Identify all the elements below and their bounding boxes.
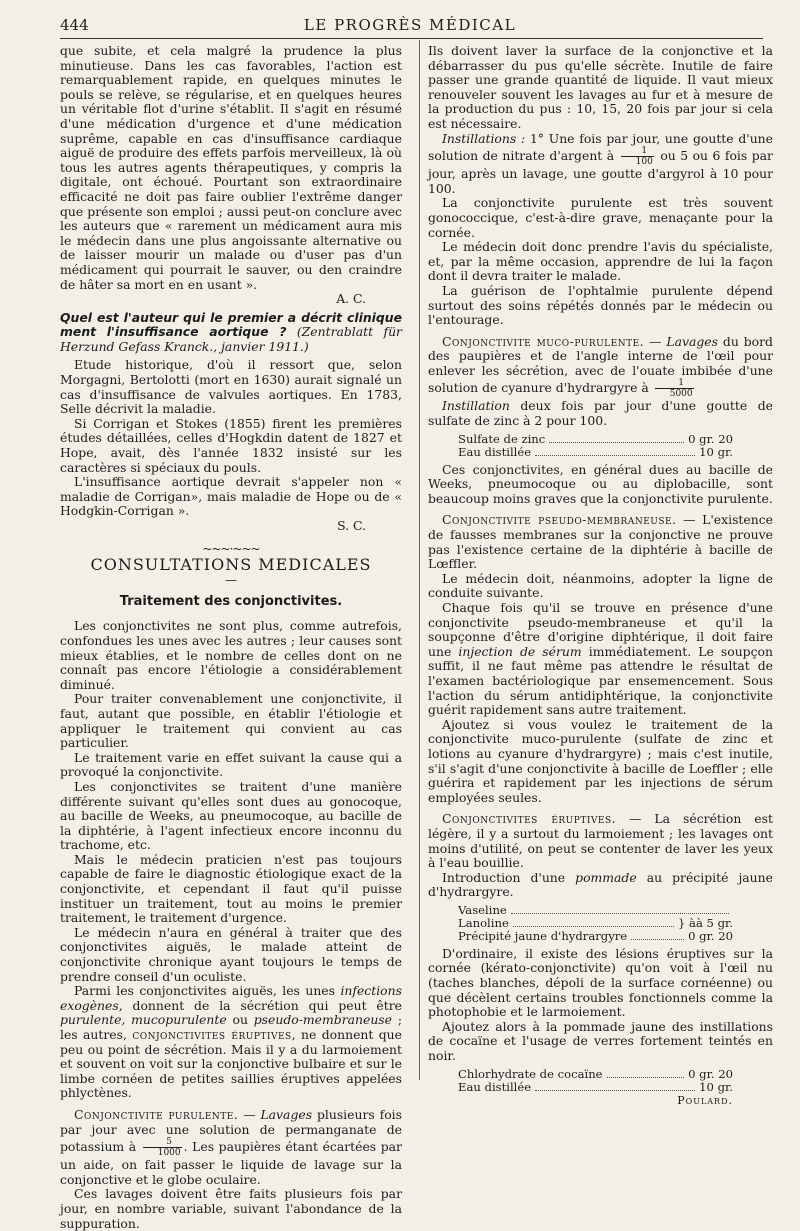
- paragraph: Conjonctivite pseudo-membraneuse. — L'existence de fausses membranes sur la conjonctive ne prouve pas l'existence certaine de la diphtérie à bacille de Lœffler.: [428, 512, 773, 572]
- right-column: [428, 44, 773, 1108]
- prescription-line: Eau distillée 10 gr.: [458, 444, 733, 459]
- prescription-line: Chlorhydrate de cocaïne 0 gr. 20: [458, 1066, 733, 1081]
- signature: A. C.: [336, 291, 366, 307]
- paragraph: D'ordinaire, il existe des lésions éruptives sur la cornée (kérato-conjonctivite) qu'on voit à l'œil nu (taches blanches, dépoli de la surface cornéenne) ou que décèlent certains troubles fonctionnels comme la photophobie et le larmoiement.: [428, 945, 773, 1020]
- paragraph: Conjonctivite muco-purulente. — Lavages du bord des paupières et de l'angle interne de l'œil pour enlever les sécrétion, avec de l'ouate imbibée d'une solution de cyanure d'hydrargyre à $\frac{1}{5000}$: [428, 333, 773, 400]
- paragraph: Les conjonctivites ne sont plus, comme autrefois, confondues les unes avec les autres ; leur causes sont mieux établies, et le nombre de celles dont on ne connaît pas encore l'étiologie a considérablement diminué.: [60, 618, 402, 692]
- paragraph: L'insuffisance aortique devrait s'appeler non « maladie de Corrigan», mais maladie de Hope ou de « Hodgkin-Corrigan ».: [60, 474, 402, 519]
- paragraph: Introduction d'une pommade au précipité jaune d'hydrargyre.: [428, 869, 773, 900]
- prescription-line: Sulfate de zinc 0 gr. 20: [458, 431, 733, 446]
- paragraph: Ajoutez si vous voulez le traitement de la conjonctivite muco-purulente (sulfate de zinc et lotions au cyanure d'hydrargyre) ; mais c'est inutile, s'il s'agit d'une conjonctivite à bacille de Loeffler ; elle guérira et rapidement par les injections de sérum employées seules.: [428, 716, 773, 805]
- title-dash: —: [225, 572, 237, 587]
- paragraph: Ajoutez alors à la pommade jaune des instillations de cocaïne et l'usage de verres fortement teintés en noir.: [428, 1018, 773, 1064]
- column-divider: [419, 40, 420, 1080]
- paragraph: Chaque fois qu'il se trouve en présence d'une conjonctivite pseudo-membraneuse et qu'il la soupçonne d'être d'origine diphtérique, il doit faire une injection de sérum immédiatement. Le soupçon suffit, il ne faut même pas attendre le résultat de l'examen bactériologique par ensemencement. Sous l'action du sérum antidiphtérique, la conjonctivite guérit rapidement sans autre traitement.: [428, 600, 773, 718]
- paragraph: que subite, et cela malgré la prudence la plus minutieuse. Dans les cas favorables, l'action est remarquablement rapide, en quelques minutes le pouls se relève, se régularise, et en quelques heures un véritable flot d'urine s'établit. Il s'agit en résumé d'une médication d'urgence et d'une médication suprême, capable en cas d'insuffisance cardiaque aiguë de produire des effets parfois merveilleux, là où tous les autres agents thérapeutiques, y compris la digitale, ont échoué. Pourtant son extraordinaire efficacité ne doit pas faire oublier l'extrême danger que présente son emploi ; aussi peut-on conclure avec les auteurs que « rarement un médicament aura mis le médecin dans une plus angoissante alternative ou de laisser mourir un malade ou d'user pas d'un médicament qui pourrait le sauver, ou den craindre de hâter sa mort en en usant ».: [60, 43, 402, 292]
- paragraph: La guérison de l'ophtalmie purulente dépend surtout des soins répétés donnés par le médecin ou l'entourage.: [428, 282, 773, 328]
- paragraph: Si Corrigan et Stokes (1855) firent les premières études détaillées, celles d'Hogkdin datent de 1827 et Hope, avait, dès l'année 1832 insisté sur les caractères si spéciaux du pouls.: [60, 415, 402, 475]
- paragraph: Ils doivent laver la surface de la conjonctive et la débarrasser du pus qu'elle sécrète. Inutile de faire passer une grande quantité de liquide. Il vaut mieux renouveler souvent les lavages au fur et à mesure de la production du pus : 10, 15, 20 fois par jour si cela est nécessaire.: [428, 43, 773, 131]
- prescription-2: [428, 904, 773, 943]
- paragraph: Mais le médecin praticien n'est pas toujours capable de faire le diagnostic étiologique exact de la conjonctivite, et cependant il faut qu'il puisse instituer un traitement, tout au moins le premier traitement, le traitement d'urgence.: [60, 851, 402, 926]
- header-rule: [60, 38, 763, 39]
- prescription-1: [428, 433, 773, 459]
- paragraph: Ces lavages doivent être faits plusieurs fois par jour, en nombre variable, suivant l'abondance de la suppuration.: [60, 1186, 402, 1231]
- section-title: CONSULTATIONS MEDICALES: [90, 555, 372, 575]
- query-reference: (Zentrablatt für Herzund Gefass Kranck., janvier 1911.): [60, 324, 402, 354]
- fraction: $\frac{1}{100}$: [621, 146, 654, 167]
- journal-title: LE PROGRÈS MÉDICAL: [303, 16, 517, 34]
- author-signature: Poulard.: [677, 1093, 733, 1107]
- paragraph: Le traitement varie en effet suivant la cause qui a provoqué la conjonctivite.: [60, 749, 402, 780]
- prescription-3: [428, 1068, 773, 1094]
- paragraph: Ces conjonctivites, en général dues au bacille de Weeks, pneumocoque ou au diplobacille, sont beaucoup moins graves que la conjonctivite purulente.: [428, 461, 773, 506]
- paragraph: Le médecin doit, néanmoins, adopter la ligne de conduite suivante.: [428, 570, 773, 601]
- query-title: Quel est l'auteur qui le premier a décrit clinique ment l'insuffisance aortique ?: [60, 309, 402, 340]
- running-header: [60, 14, 760, 38]
- ornament-divider: ~~~·~~~: [202, 541, 260, 556]
- paragraph: Instillations : 1° Une fois par jour, une goutte d'une solution de nitrate d'argent à $\frac{1}{100}$ ou 5 ou 6 fois par jour, après un lavage, une goutte d'argyrol à 10 pour 100.: [428, 130, 773, 196]
- paragraph: Etude historique, d'où il ressort que, selon Morgagni, Bertolotti (mort en 1630) aurait signalé un cas d'insuffisance de valvules aortiques. En 1783, Selle décrivit la maladie.: [60, 357, 402, 417]
- paragraph: La conjonctivite purulente est très souvent gonococcique, c'est-à-dire grave, menaçante pour la cornée.: [428, 195, 773, 240]
- paragraph: Pour traiter convenablement une conjonctivite, il faut, autant que possible, en établir l'étiologie et appliquer le traitement qui convient au cas particulier.: [60, 691, 402, 751]
- paragraph: Le médecin doit donc prendre l'avis du spécialiste, et, par la même occasion, apprendre de lui la façon dont il devra traiter le malade.: [428, 239, 773, 284]
- paragraph: Le médecin n'aura en général à traiter que des conjonctivites aiguës, le malade atteint de conjonctivite chronique ayant toujours le temps de prendre conseil d'un oculiste.: [60, 924, 402, 984]
- prescription-line: Précipité jaune d'hydrargyre 0 gr. 20: [458, 928, 733, 943]
- prescription-line: Eau distillée 10 gr.: [458, 1079, 733, 1094]
- left-column: [60, 44, 402, 1231]
- paragraph: Les conjonctivites se traitent d'une manière différente suivant qu'elles sont dues au gonocoque, au bacille de Weeks, au pneumocoque, au bacille de la diphtérie, à l'agent infectieux encore inconnu du trachome, etc.: [60, 778, 402, 853]
- paragraph: Conjonctivite purulente. — Lavages plusieurs fois par jour avec une solution de permanganate de potassium à $\frac{5}{1000}$ . Les paupières étant écartées par un aide, on fait passer le liquide de lavage sur la conjonctive et le globe oculaire.: [60, 1106, 402, 1187]
- prescription-line: Vaseline: [428, 904, 773, 917]
- fraction: $\frac{1}{5000}$: [655, 378, 694, 399]
- paragraph: Instillation deux fois par jour d'une goutte de sulfate de zinc à 2 pour 100.: [428, 398, 773, 429]
- signature: S. C.: [337, 518, 366, 533]
- query-paragraph: [60, 311, 402, 355]
- paragraph: Conjonctivites éruptives. — La sécrétion est légère, il y a surtout du larmoiement ; les lavages ont moins d'utilité, on peut se contenter de laver les yeux à l'eau bouillie.: [428, 811, 773, 871]
- article-subtitle: Traitement des conjonctivites.: [119, 593, 343, 609]
- paragraph: Parmi les conjonctivites aiguës, les unes infections exogènes, donnent de la sécrétion qui peut être purulente, mucopurulente ou pseudo-membraneuse ; les autres, conjonctivites éruptives, ne donnent que peu ou point de sécrétion. Mais il y a du larmoiement et souvent on voit sur la conjonctive bulbaire et sur le limbe cornéen de petites saillies éruptives appelées phlyctènes.: [60, 983, 402, 1101]
- page-number: 444: [60, 16, 89, 34]
- fraction: $\frac{5}{1000}$: [143, 1137, 182, 1158]
- prescription-line: Lanoline } àà 5 gr.: [458, 915, 733, 930]
